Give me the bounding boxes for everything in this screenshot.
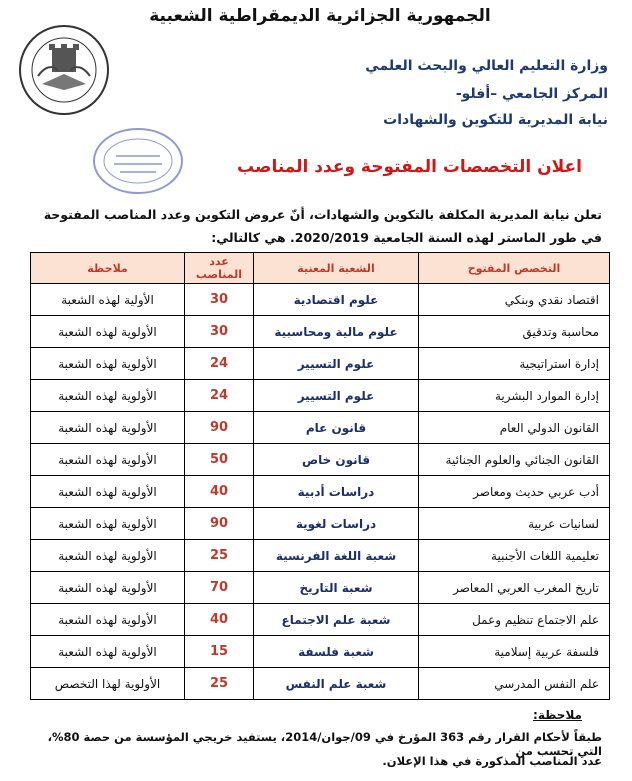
table-row xyxy=(31,508,610,540)
cell-branch: قانون عام xyxy=(254,412,419,444)
header-branch: الشعبة المعنية xyxy=(254,253,419,284)
cell-branch: قانون خاص xyxy=(254,444,419,476)
cell-note: الأولوية لهذه الشعبة xyxy=(31,348,185,380)
header-specialty: التخصص المفتوح xyxy=(419,253,610,284)
specialties-table xyxy=(30,252,610,700)
cell-branch: شعبة علم النفس xyxy=(254,668,419,700)
cell-branch: شعبة علم الاجتماع xyxy=(254,604,419,636)
header-posts: عدد المناصب xyxy=(185,253,254,284)
cell-specialty: علم الاجتماع تنظيم وعمل xyxy=(419,604,610,636)
cell-specialty: القانون الدولي العام xyxy=(419,412,610,444)
cell-specialty: فلسفة عربية إسلامية xyxy=(419,636,610,668)
notes-line-1: طبقاً لأحكام القرار رقم 363 المؤرخ في 09/جوان/2014، يستفيد خريجي المؤسسة من حصة 80%، التي تحسب من xyxy=(47,730,602,758)
cell-note: الأولوية لهذه الشعبة xyxy=(31,316,185,348)
cell-posts: 40 xyxy=(185,604,254,636)
cell-note: الأولوية لهذه الشعبة xyxy=(31,476,185,508)
table-header-row xyxy=(31,253,610,284)
cell-branch: دراسات أدبية xyxy=(254,476,419,508)
cell-posts: 25 xyxy=(185,668,254,700)
table-row xyxy=(31,540,610,572)
cell-posts: 25 xyxy=(185,540,254,572)
table-row xyxy=(31,348,610,380)
announcement-title: اعلان التخصصات المفتوحة وعدد المناصب xyxy=(237,157,582,177)
table-row xyxy=(31,284,610,316)
table-row xyxy=(31,668,610,700)
notes-line-2: عدد المناصب المذكورة في هذا الإعلان. xyxy=(382,754,602,768)
cell-note: الأولوية لهذه الشعبة xyxy=(31,572,185,604)
cell-specialty: إدارة الموارد البشرية xyxy=(419,380,610,412)
table-row xyxy=(31,316,610,348)
cell-posts: 40 xyxy=(185,476,254,508)
table-row xyxy=(31,412,610,444)
cell-note: الأولوية لهذه الشعبة xyxy=(31,540,185,572)
university-logo xyxy=(18,24,110,116)
republic-title: الجمهورية الجزائرية الديمقراطية الشعبية xyxy=(149,6,491,26)
cell-note: الأولوية لهذه الشعبة xyxy=(31,444,185,476)
cell-posts: 15 xyxy=(185,636,254,668)
header-note: ملاحظة xyxy=(31,253,185,284)
cell-note: الأولية لهذه الشعبة xyxy=(31,284,185,316)
cell-branch: دراسات لغوية xyxy=(254,508,419,540)
cell-branch: شعبة فلسفة xyxy=(254,636,419,668)
table-row xyxy=(31,476,610,508)
cell-specialty: اقتصاد نقدي وبنكي xyxy=(419,284,610,316)
table-row xyxy=(31,604,610,636)
center-line: المركز الجامعي –أفلو- xyxy=(455,86,608,102)
cell-note: الأولوية لهذه الشعبة xyxy=(31,636,185,668)
cell-note: الأولوية لهذا التخصص xyxy=(31,668,185,700)
cell-posts: 24 xyxy=(185,380,254,412)
cell-posts: 50 xyxy=(185,444,254,476)
directorate-line: نيابة المديرية للتكوين والشهادات xyxy=(383,112,608,128)
intro-line-1: تعلن نيابة المديرية المكلفة بالتكوين والشهادات، أنّ عروض التكوين وعدد المناصب المفتوحة xyxy=(43,207,602,222)
cell-posts: 70 xyxy=(185,572,254,604)
cell-specialty: تعليمية اللغات الأجنبية xyxy=(419,540,610,572)
university-emblem-icon xyxy=(18,24,110,116)
cell-branch: شعبة اللغة الفرنسية xyxy=(254,540,419,572)
cell-branch: شعبة التاريخ xyxy=(254,572,419,604)
cell-specialty: علم النفس المدرسي xyxy=(419,668,610,700)
cell-specialty: لسانيات عربية xyxy=(419,508,610,540)
cell-note: الأولوية لهذه الشعبة xyxy=(31,380,185,412)
cell-note: الأولوية لهذه الشعبة xyxy=(31,508,185,540)
cell-specialty: إدارة استراتيجية xyxy=(419,348,610,380)
ministry-line: وزارة التعليم العالي والبحث العلمي xyxy=(365,58,608,74)
cell-branch: علوم مالية ومحاسبية xyxy=(254,316,419,348)
cell-specialty: تاريخ المغرب العربي المعاصر xyxy=(419,572,610,604)
cell-specialty: القانون الجنائي والعلوم الجنائية xyxy=(419,444,610,476)
cell-posts: 30 xyxy=(185,284,254,316)
cell-branch: علوم التسيير xyxy=(254,348,419,380)
notes-title: ملاحظة: xyxy=(533,708,582,722)
cell-specialty: أدب عربي حديث ومعاصر xyxy=(419,476,610,508)
table-row xyxy=(31,444,610,476)
table-row xyxy=(31,572,610,604)
table-row xyxy=(31,636,610,668)
cell-note: الأولوية لهذه الشعبة xyxy=(31,412,185,444)
cell-note: الأولوية لهذه الشعبة xyxy=(31,604,185,636)
cell-posts: 24 xyxy=(185,348,254,380)
cell-specialty: محاسبة وتدقيق xyxy=(419,316,610,348)
intro-line-2: في طور الماستر لهذه السنة الجامعية 2020/2019. هي كالتالي: xyxy=(211,230,602,245)
cell-branch: علوم التسيير xyxy=(254,380,419,412)
table-row xyxy=(31,380,610,412)
cell-posts: 30 xyxy=(185,316,254,348)
cell-posts: 90 xyxy=(185,412,254,444)
cell-branch: علوم اقتصادية xyxy=(254,284,419,316)
cell-posts: 90 xyxy=(185,508,254,540)
